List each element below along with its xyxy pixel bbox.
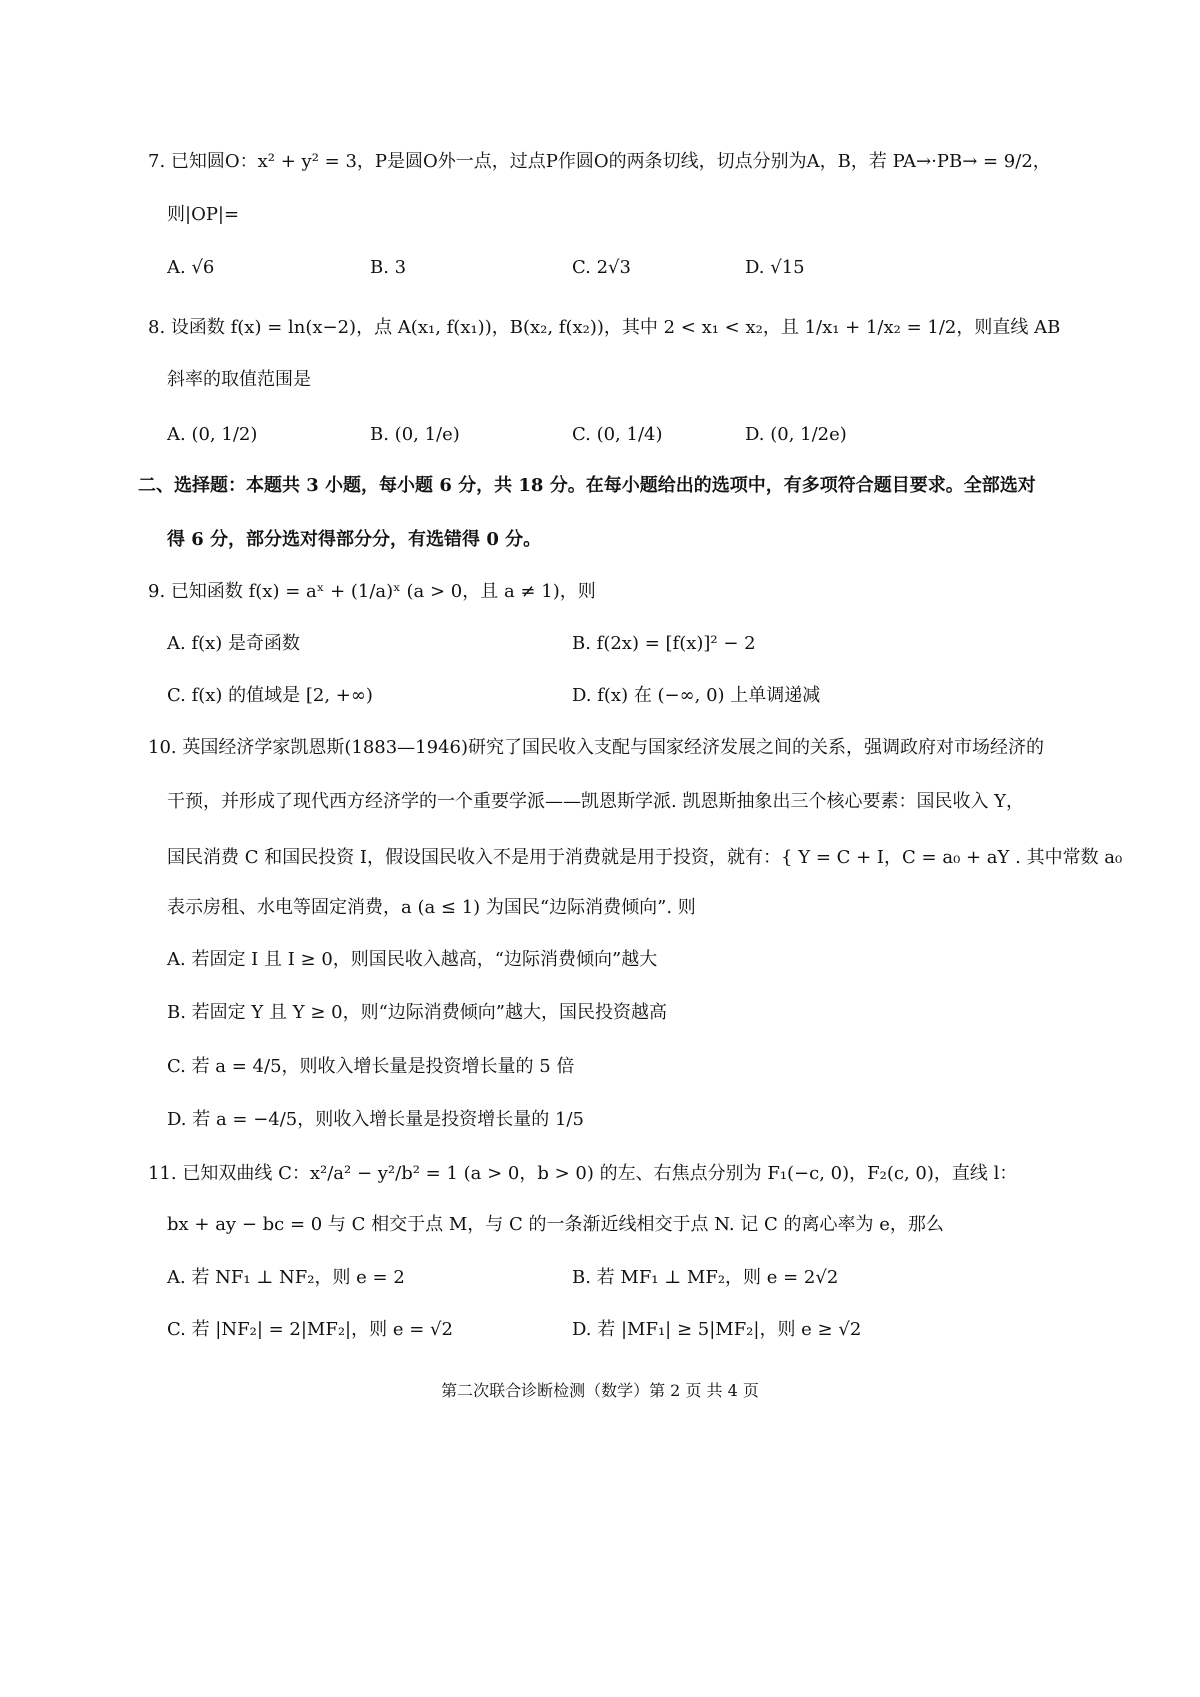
q7-option-d: D. √15 bbox=[745, 257, 805, 278]
q11-option-a: A. 若 NF₁ ⊥ NF₂，则 e = 2 bbox=[167, 1267, 405, 1288]
q7-stem: 7. 已知圆O：x² + y² = 3，P是圆O外一点，过点P作圆O的两条切线，切点分别为A，B，若 PA→·PB→ = 9/2， bbox=[148, 151, 1051, 172]
q11-option-c: C. 若 |NF₂| = 2|MF₂|，则 e = √2 bbox=[167, 1319, 453, 1340]
q9-option-a: A. f(x) 是奇函数 bbox=[167, 633, 301, 654]
section-2-instructions: 二、选择题：本题共 3 小题，每小题 6 分，共 18 分。在每小题给出的选项中，有多项符合题目要求。全部选对 bbox=[138, 475, 1036, 496]
q10-stem-line3: 国民消费 C 和国民投资 I，假设国民收入不是用于消费就是用于投资，就有：{ Y = C + I，C = a₀ + aY . 其中常数 a₀ bbox=[167, 847, 1123, 868]
q7-option-c: C. 2√3 bbox=[572, 257, 631, 278]
q10-option-c: C. 若 a = 4/5，则收入增长量是投资增长量的 5 倍 bbox=[167, 1056, 575, 1077]
q9-option-b: B. f(2x) = [f(x)]² − 2 bbox=[572, 633, 756, 654]
q10-option-b: B. 若固定 Y 且 Y ≥ 0，则“边际消费倾向”越大，国民投资越高 bbox=[167, 1002, 667, 1023]
q11-stem-cont: bx + ay − bc = 0 与 C 相交于点 M，与 C 的一条渐近线相交于点 N. 记 C 的离心率为 e，那么 bbox=[167, 1214, 944, 1235]
q8-stem: 8. 设函数 f(x) = ln(x−2)，点 A(x₁, f(x₁))，B(x₂, f(x₂))，其中 2 < x₁ < x₂，且 1/x₁ + 1/x₂ = 1/2，则直线 AB bbox=[148, 317, 1061, 338]
section-2-instructions-cont: 得 6 分，部分选对得部分分，有选错得 0 分。 bbox=[167, 529, 542, 550]
q10-stem: 10. 英国经济学家凯恩斯(1883—1946)研究了国民收入支配与国家经济发展之间的关系，强调政府对市场经济的 bbox=[148, 737, 1045, 758]
q9-option-c: C. f(x) 的值域是 [2, +∞) bbox=[167, 685, 373, 706]
q11-option-d: D. 若 |MF₁| ≥ 5|MF₂|，则 e ≥ √2 bbox=[572, 1319, 862, 1340]
q7-option-a: A. √6 bbox=[167, 257, 215, 278]
q9-stem: 9. 已知函数 f(x) = aˣ + (1/a)ˣ (a > 0，且 a ≠ 1)，则 bbox=[148, 581, 596, 602]
q8-option-a: A. (0, 1/2) bbox=[167, 424, 258, 445]
q8-option-d: D. (0, 1/2e) bbox=[745, 424, 847, 445]
q11-stem: 11. 已知双曲线 C：x²/a² − y²/b² = 1 (a > 0，b > 0) 的左、右焦点分别为 F₁(−c, 0)，F₂(c, 0)，直线 l： bbox=[148, 1163, 1018, 1184]
q10-stem-line2: 干预，并形成了现代西方经济学的一个重要学派——凯恩斯学派. 凯恩斯抽象出三个核心要素：国民收入 Y， bbox=[167, 791, 1025, 812]
q7-stem-cont: 则|OP|= bbox=[167, 204, 240, 225]
q8-stem-cont: 斜率的取值范围是 bbox=[167, 369, 311, 390]
q11-option-b: B. 若 MF₁ ⊥ MF₂，则 e = 2√2 bbox=[572, 1267, 839, 1288]
q9-option-d: D. f(x) 在 (−∞, 0) 上单调递减 bbox=[572, 685, 821, 706]
q8-option-c: C. (0, 1/4) bbox=[572, 424, 663, 445]
q10-stem-line4: 表示房租、水电等固定消费，a (a ≤ 1) 为国民“边际消费倾向”. 则 bbox=[167, 897, 696, 918]
q8-option-b: B. (0, 1/e) bbox=[370, 424, 460, 445]
q10-option-a: A. 若固定 I 且 I ≥ 0，则国民收入越高，“边际消费倾向”越大 bbox=[167, 949, 658, 970]
q7-option-b: B. 3 bbox=[370, 257, 407, 278]
q10-option-d: D. 若 a = −4/5，则收入增长量是投资增长量的 1/5 bbox=[167, 1109, 584, 1130]
page-footer: 第二次联合诊断检测（数学）第 2 页 共 4 页 bbox=[441, 1381, 759, 1400]
